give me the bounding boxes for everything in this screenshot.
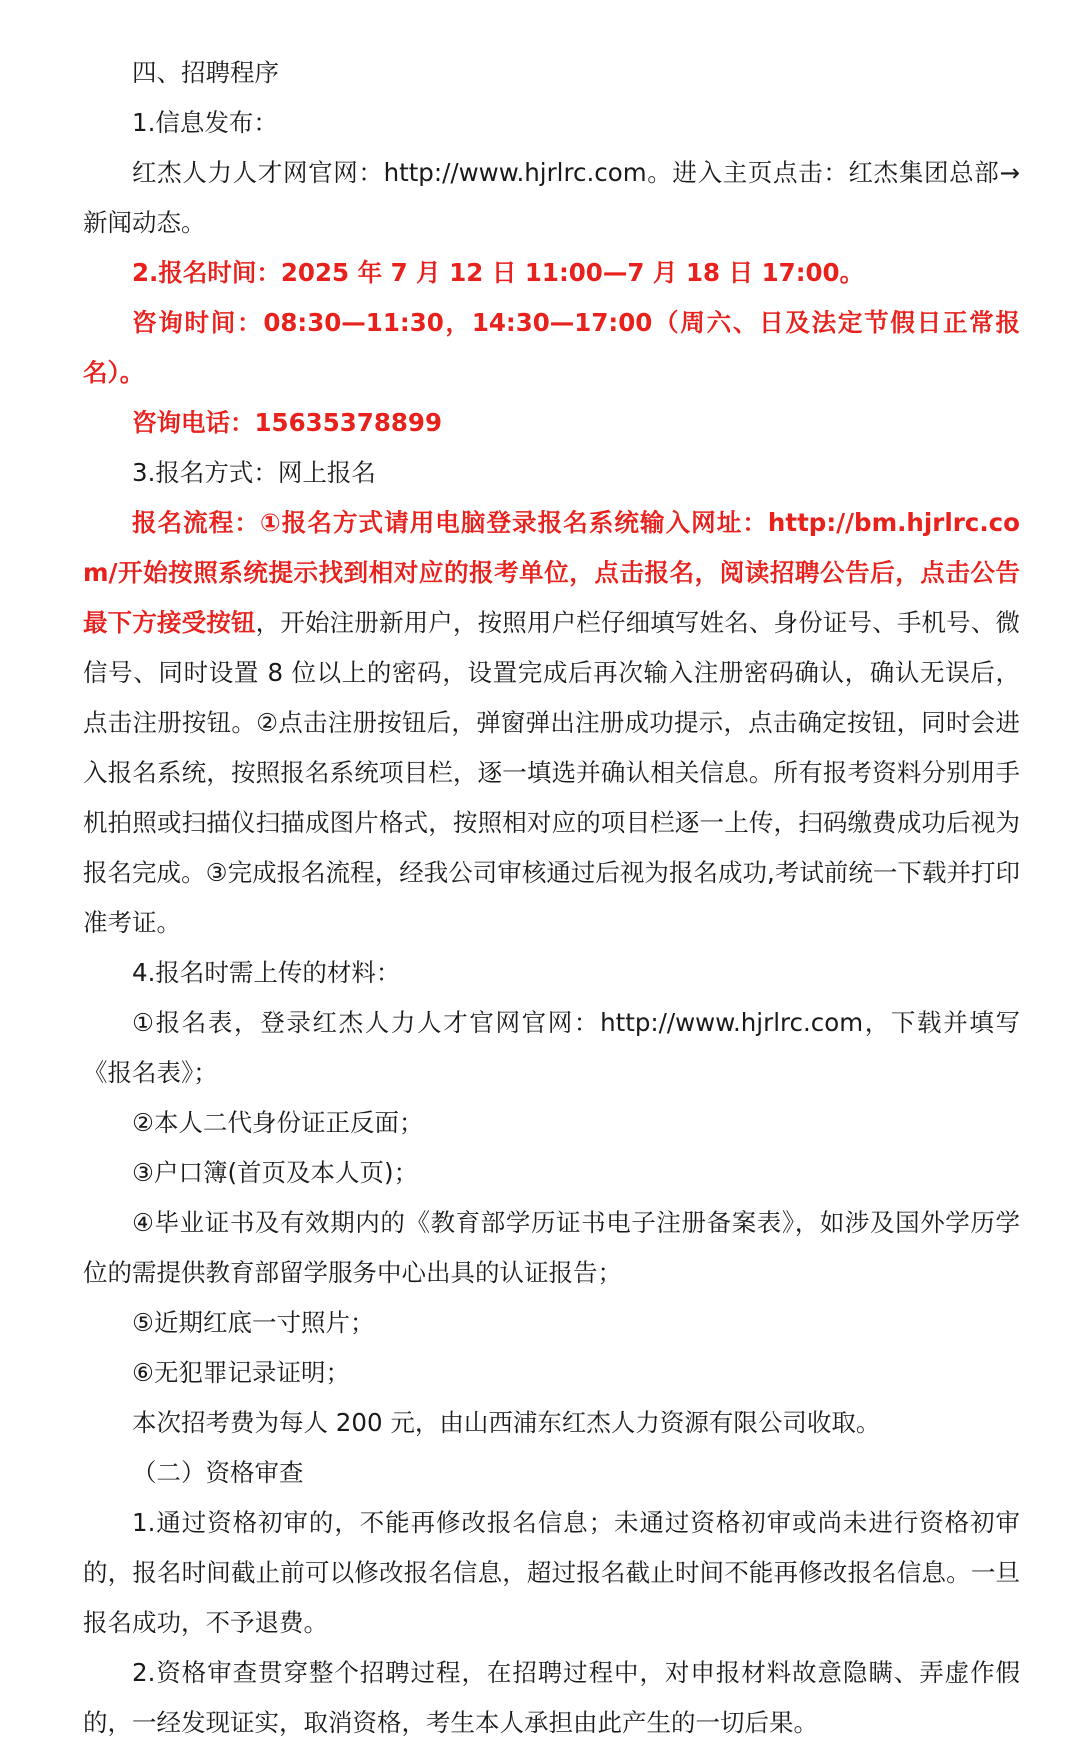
consult-phone: 咨询电话：15635378899 bbox=[132, 408, 443, 437]
registration-time: 2.报名时间：2025 年 7 月 12 日 11:00—7 月 18 日 17:00。 bbox=[132, 258, 865, 287]
section-heading-procedure: 四、招聘程序 bbox=[132, 58, 279, 87]
material-item: ②本人二代身份证正反面； bbox=[132, 1108, 424, 1137]
registration-process bbox=[83, 498, 1020, 948]
consult-time: 咨询时间：08:30—11:30，14:30—17:00（周六、日及法定节假日正常报名）。 bbox=[83, 308, 1020, 387]
registration-process-text: ，开始注册新用户，按照用户栏仔细填写姓名、身份证号、手机号、微信号、同时设置 8 位以上的密码，设置完成后再次输入注册密码确认，确认无误后，点击注册按钮。②点击注册按钮后，弹窗弹出注册成功提示，点击确定按钮，同时会进入报名系统，按照报名系统项目栏，逐一填选并确认相关信息。所有报考资料分别用手机拍照或扫描仪扫描成图片格式，按照相对应的项目栏逐一上传，扫码缴费成功后视为报名完成。③完成报名流程，经我公司审核通过后视为报名成功,考试前统一下载并打印准考证。 bbox=[83, 608, 1021, 937]
registration-process-highlight: 报名流程：①报名方式请用电脑登录报名系统输入网址：http://bm.hjrlrc.com/开始按照系统提示找到相对应的报考单位，点击报名，阅读招聘公告后，点击公告最下方接受按钮 bbox=[83, 508, 1020, 637]
registration-method: 3.报名方式：网上报名 bbox=[132, 458, 376, 487]
materials-heading: 4.报名时需上传的材料： bbox=[132, 958, 401, 987]
material-item: ⑥无犯罪记录证明； bbox=[132, 1358, 350, 1387]
material-item: ③户口簿(首页及本人页)； bbox=[132, 1158, 419, 1187]
fee-text: 本次招考费为每人 200 元，由山西浦东红杰人力资源有限公司收取。 bbox=[132, 1408, 881, 1437]
section-heading-review: （二）资格审查 bbox=[132, 1458, 304, 1487]
material-item: ①报名表，登录红杰人力人才官网官网：http://www.hjrlrc.com，下载并填写《报名表》； bbox=[83, 1008, 1020, 1087]
review-item: 1.通过资格初审的，不能再修改报名信息；未通过资格初审或尚未进行资格初审的，报名时间截止前可以修改报名信息，超过报名截止时间不能再修改报名信息。一旦报名成功，不予退费。 bbox=[83, 1508, 1020, 1637]
material-item: ④毕业证书及有效期内的《教育部学历证书电子注册备案表》，如涉及国外学历学位的需提供教育部留学服务中心出具的认证报告； bbox=[83, 1208, 1020, 1287]
info-release-text: 红杰人力人才网官网：http://www.hjrlrc.com。进入主页点击：红杰集团总部→新闻动态。 bbox=[83, 158, 1020, 237]
material-item: ⑤近期红底一寸照片； bbox=[132, 1308, 375, 1337]
review-item: 2.资格审查贯穿整个招聘过程，在招聘过程中，对申报材料故意隐瞒、弄虚作假的，一经发现证实，取消资格，考生本人承担由此产生的一切后果。 bbox=[83, 1658, 1020, 1737]
info-release-heading: 1.信息发布： bbox=[132, 108, 278, 137]
